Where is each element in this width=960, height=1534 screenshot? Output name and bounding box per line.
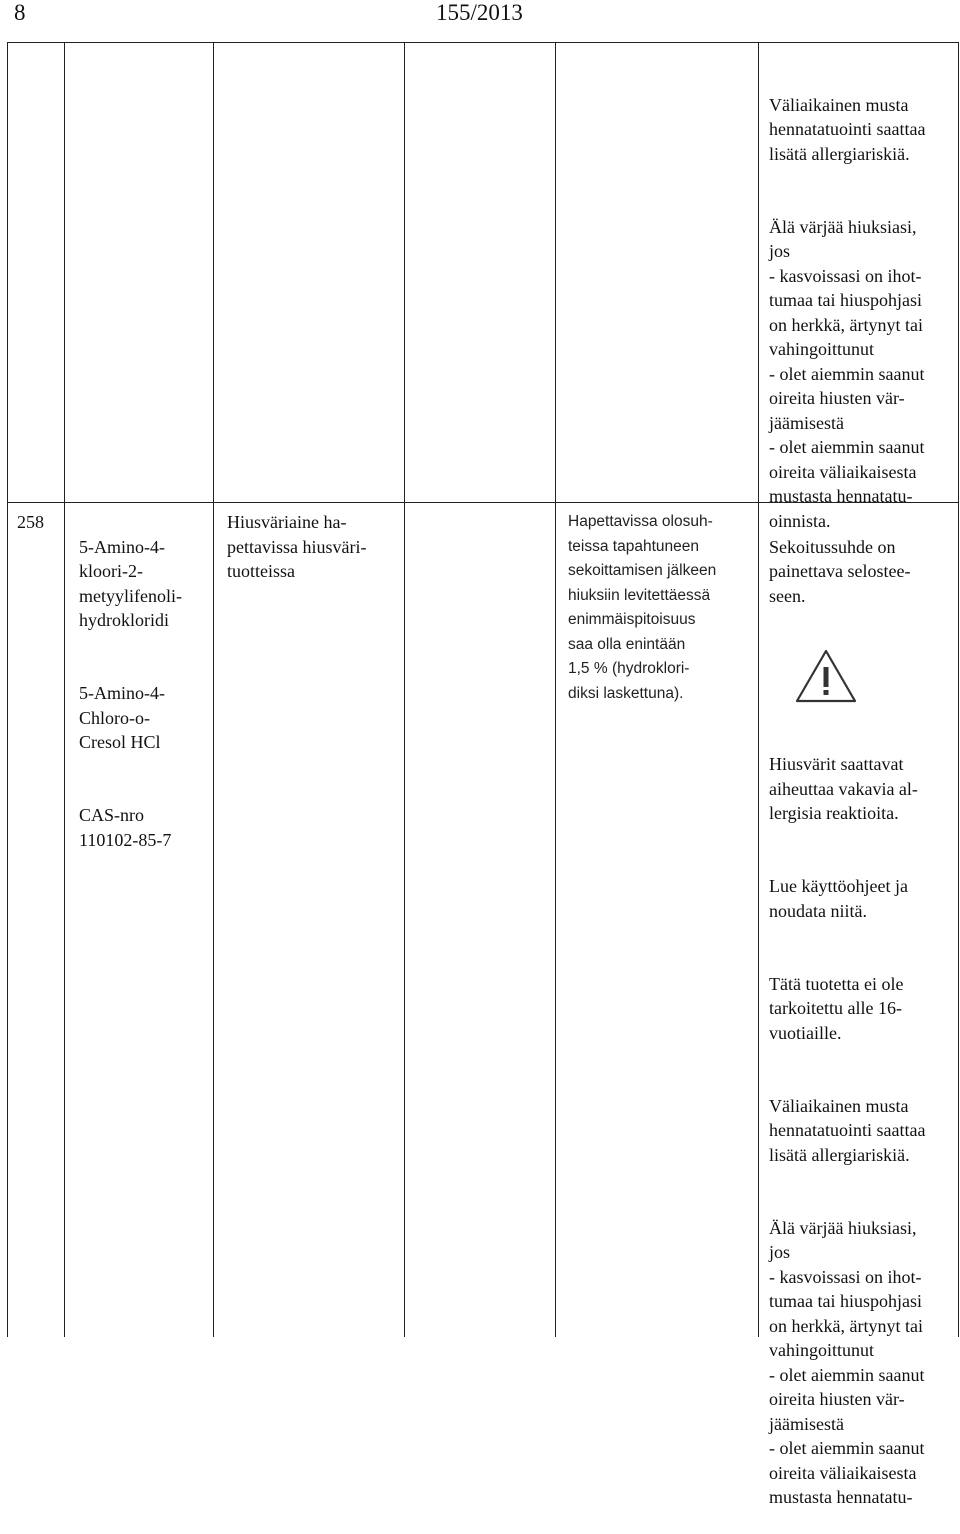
column-divider	[404, 42, 405, 1337]
column-divider	[555, 42, 556, 1337]
condition-paragraph: Hiusvärit saattavat aiheuttaa vakavia al- lergisia reaktioita.	[769, 754, 918, 823]
max-concentration-cell: Hapettavissa olosuh- teissa tapahtuneen sekoittamisen jälkeen hiuksiin levitettäessä enimmäispitoisuus saa olla enintään 1,5 % (hydroklori- diksi laskettuna).	[568, 513, 717, 702]
warning-paragraph: Väliaikainen musta hennatatuointi saattaa lisätä allergiariskiä.	[769, 94, 926, 164]
substance-inn-name: 5-Amino-4- Chloro-o- Cresol HCl	[79, 683, 165, 752]
warning-triangle-icon	[794, 648, 858, 704]
reference-number: 258	[17, 512, 44, 532]
column-divider	[758, 42, 759, 1337]
table-left-border	[7, 42, 8, 1337]
table-right-border	[958, 42, 959, 1337]
column-divider	[64, 42, 65, 1337]
product-type-cell: Hiusväriaine ha- pettavissa hiusväri- tuotteissa	[227, 512, 367, 581]
warning-paragraph: Älä värjää hiuksiasi, jos - kasvoissasi on ihot- tumaa tai hiuspohjasi on herkkä, ärtynyt tai vahingoittunut - olet aiemmin saanut oireita hiusten vär- jäämisestä - olet aiemmin saanut oireita väliaikaisesta mustasta hennatatu- oinnista.	[769, 216, 925, 531]
page-number: 8	[14, 0, 26, 25]
top-row-warnings	[769, 68, 955, 558]
warning-icon-wrap	[769, 633, 955, 728]
substance-cas-number: CAS-nro 110102-85-7	[79, 805, 172, 850]
column-divider	[213, 42, 214, 1337]
page-header	[0, 0, 960, 40]
table-top-border	[7, 42, 959, 43]
mixing-ratio-text: Sekoitussuhde on painettava selostee- seen.	[769, 536, 911, 606]
condition-paragraph: Älä värjää hiuksiasi, jos - kasvoissasi on ihot- tumaa tai hiuspohjasi on herkkä, ärtynyt tai vahingoittunut - olet aiemmin saanut oireita hiusten vär- jäämisestä - olet aiemmin saanut oireita väliaikaisesta mustasta hennatatu-	[769, 1217, 925, 1507]
journal-reference: 155/2013	[436, 0, 523, 25]
condition-paragraph: Tätä tuotetta ei ole tarkoitettu alle 16- vuotiaille.	[769, 973, 904, 1043]
substance-chemical-name: 5-Amino-4- kloori-2- metyylifenoli- hydrokloridi	[79, 536, 182, 630]
regulation-table	[7, 42, 959, 1507]
condition-paragraph: Väliaikainen musta hennatatuointi saattaa lisätä allergiariskiä.	[769, 1095, 926, 1165]
conditions-cell	[769, 510, 955, 1534]
condition-paragraph: Lue käyttöohjeet ja noudata niitä.	[769, 876, 908, 921]
substance-name-cell	[79, 510, 209, 877]
